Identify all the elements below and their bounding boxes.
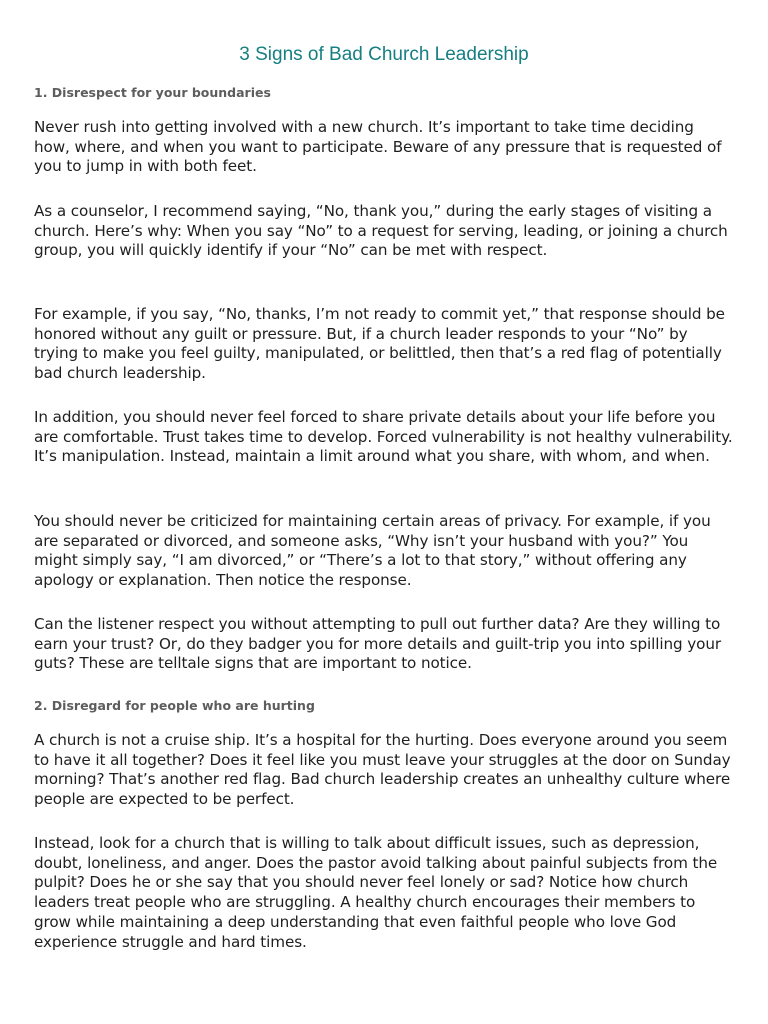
section-heading-hurting: 2. Disregard for people who are hurting — [34, 698, 315, 713]
paragraph: For example, if you say, “No, thanks, I’m not ready to commit yet,” that response should be honored without any guilt or pressure. But, if a church leader responds to your “No” by trying to make you feel guilty, manipulated, or belittled, then that’s a red flag of potentially bad church leadership. — [34, 305, 725, 383]
paragraph: You should never be criticized for maintaining certain areas of privacy. For example, if you are separated or divorced, and someone asks, “Why isn’t your husband with you?” You might simply say, “I am divorced,” or “There’s a lot to that story,” without offering any apology or explanation. Then notice the response. — [34, 512, 711, 590]
paragraph: Can the listener respect you without attempting to pull out further data? Are they willing to earn your trust? Or, do they badger you for more details and guilt-trip you into spilling your guts? These are telltale signs that are important to notice. — [34, 615, 722, 673]
paragraph: In addition, you should never feel forced to share private details about your life before you are comfortable. Trust takes time to develop. Forced vulnerability is not healthy vulnerability. It’s manipulation. Instead, maintain a limit around what you share, with whom, and when. — [34, 408, 733, 466]
paragraph: As a counselor, I recommend saying, “No, thank you,” during the early stages of visiting a church. Here’s why: When you say “No” to a request for serving, leading, or joining a church group, you will quickly identify if your “No” can be met with respect. — [34, 202, 728, 260]
paragraph: A church is not a cruise ship. It’s a hospital for the hurting. Does everyone around you seem to have it all together? Does it feel like you must leave your struggles at the door on Sunday morning? That’s another red flag. Bad church leadership creates an unhealthy culture where people are expected to be perfect. — [34, 731, 731, 809]
paragraph: Never rush into getting involved with a new church. It’s important to take time deciding how, where, and when you want to participate. Beware of any pressure that is requested of you to jump in with both feet. — [34, 118, 722, 176]
section-heading-boundaries: 1. Disrespect for your boundaries — [34, 85, 271, 100]
page-title: 3 Signs of Bad Church Leadership — [239, 44, 529, 65]
paragraph: Instead, look for a church that is willing to talk about difficult issues, such as depression, doubt, loneliness, and anger. Does the pastor avoid talking about painful subjects from the pulpit? Does he or she say that you should never feel lonely or sad? Notice how church leaders treat people who are struggling. A healthy church encourages their members to grow while maintaining a deep understanding that even faithful people who love God experience struggle and hard times. — [34, 834, 718, 951]
